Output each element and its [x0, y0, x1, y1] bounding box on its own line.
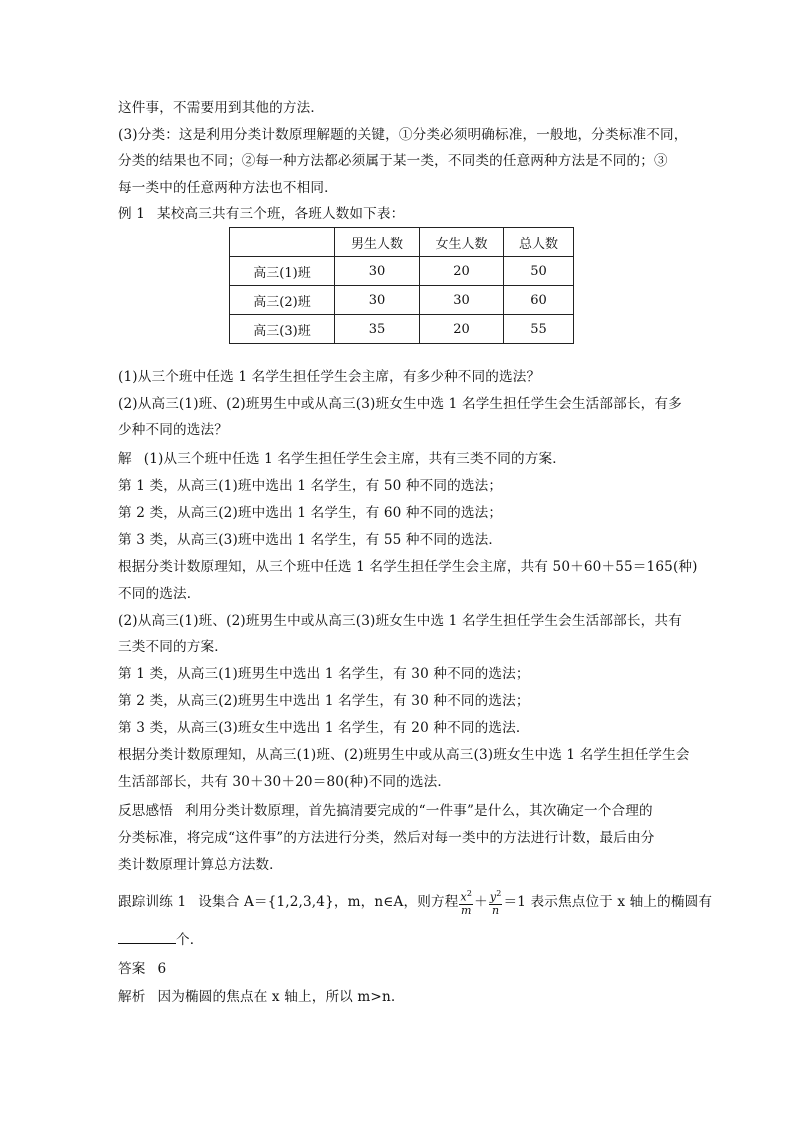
solution-line-6: 不同的选法．: [118, 586, 201, 602]
table-cell: 20: [420, 315, 504, 344]
solution-line-3: 第 2 类，从高三(2)班中选出 1 名学生，有 60 种不同的选法；: [118, 505, 503, 521]
plus-sign: ＋: [474, 893, 488, 910]
frac1-exp: 2: [466, 889, 473, 898]
analysis-text: 因为椭圆的焦点在 x 轴上，所以 m>n.: [157, 989, 396, 1005]
frac1-num: x: [460, 890, 467, 904]
frac1-den: m: [460, 903, 472, 917]
fraction-y-over-n: [489, 888, 503, 917]
table-header-row: [230, 228, 574, 257]
table-row: [230, 257, 574, 286]
practice-line: [118, 888, 712, 917]
answer-line: [118, 960, 166, 978]
table-cell: 高三(3)班: [230, 315, 335, 344]
frac2-exp: 2: [496, 889, 502, 898]
table-cell: 35: [335, 315, 420, 344]
solution-line-7: (2)从高三(1)班、(2)班男生中或从高三(3)班女生中选 1 名学生担任学生会生活部部长，共有: [118, 613, 682, 629]
table-cell: 50: [504, 257, 574, 286]
intro-line-3: 分类的结果也不同；②每一种方法都必须属于某一类，不同类的任意两种方法是不同的；③: [118, 153, 668, 169]
class-table: [229, 227, 574, 344]
reflection-line-1: [118, 802, 653, 820]
solution-line-4: 第 3 类，从高三(3)班中选出 1 名学生，有 55 种不同的选法．: [118, 532, 503, 548]
table-cell: 高三(1)班: [230, 257, 335, 286]
intro-line-2: (3)分类：这是利用分类计数原理解题的关键，①分类必须明确标准，一般地，分类标准不同，: [118, 127, 688, 143]
table-cell: 30: [335, 257, 420, 286]
question-2-line-1: (2)从高三(1)班、(2)班男生中或从高三(3)班女生中选 1 名学生担任学生会生活部部长，有多: [118, 396, 682, 412]
reflection-text: 利用分类计数原理，首先搞清要完成的“一件事”是什么，其次确定一个合理的: [184, 803, 653, 819]
question-1: (1)从三个班中任选 1 名学生担任学生会主席，有多少种不同的选法？: [118, 369, 541, 385]
solution-line-9: 第 1 类，从高三(1)班男生中选出 1 名学生，有 30 种不同的选法；: [118, 666, 530, 682]
analysis-label: 解析: [118, 989, 146, 1005]
answer-value: 6: [157, 961, 167, 977]
table-header-cell: 女生人数: [420, 228, 504, 257]
table-header-cell: 总人数: [504, 228, 574, 257]
solution-line-5: 根据分类计数原理知，从三个班中任选 1 名学生担任学生会主席，共有 50＋60＋55＝165(种): [118, 559, 698, 575]
solution-line-1: [118, 450, 566, 468]
intro-line-1: 这件事，不需要用到其他的方法．: [118, 100, 325, 116]
table-cell: 30: [420, 286, 504, 315]
table-row: [230, 315, 574, 344]
solution-line-11: 第 3 类，从高三(3)班女生中选出 1 名学生，有 20 种不同的选法．: [118, 720, 530, 736]
practice-blank-line: [118, 931, 204, 949]
table-cell: 30: [335, 286, 420, 315]
solution-line-13: 生活部部长，共有 30＋30＋20＝80(种)不同的选法．: [118, 774, 452, 790]
analysis-line: [118, 988, 395, 1006]
table-header-cell: [230, 228, 335, 257]
fraction-x-over-m: [459, 888, 473, 917]
answer-blank: [118, 931, 176, 944]
answer-label: 答案: [118, 961, 146, 977]
solution-line-10: 第 2 类，从高三(2)班男生中选出 1 名学生，有 30 种不同的选法；: [118, 693, 530, 709]
solution-line-8: 三类不同的方案．: [118, 639, 228, 655]
solution-line-2: 第 1 类，从高三(1)班中选出 1 名学生，有 50 种不同的选法；: [118, 478, 503, 494]
solution-text: (1)从三个班中任选 1 名学生担任学生会主席，共有三类不同的方案．: [143, 451, 567, 467]
example-text: 某校高三共有三个班，各班人数如下表：: [157, 206, 405, 222]
frac2-num: y: [489, 890, 497, 904]
reflection-line-2: 分类标准，将完成“这件事”的方法进行分类，然后对每一类中的方法进行计数，最后由分: [118, 830, 655, 846]
table-cell: 60: [504, 286, 574, 315]
solution-line-12: 根据分类计数原理知，从高三(1)班、(2)班男生中或从高三(3)班女生中选 1 名学生担任学生会: [118, 747, 690, 763]
example-heading: [118, 205, 404, 223]
table-cell: 20: [420, 257, 504, 286]
question-2-line-2: 少种不同的选法？: [118, 422, 228, 438]
practice-text-b: ＝1 表示焦点位于 x 轴上的椭圆有: [503, 893, 713, 910]
example-label: 例 1: [118, 206, 146, 222]
solution-label: 解: [118, 451, 132, 467]
practice-text-a: 设集合 A＝{1,2,3,4}，m，n∈A，则方程: [198, 893, 459, 910]
reflection-label: 反思感悟: [118, 803, 173, 819]
practice-label: 跟踪训练 1: [118, 893, 187, 910]
table-header-cell: 男生人数: [335, 228, 420, 257]
intro-line-4: 每一类中的任意两种方法也不相同．: [118, 180, 338, 196]
table-cell: 高三(2)班: [230, 286, 335, 315]
practice-tail: 个．: [176, 932, 204, 948]
frac2-den: n: [492, 903, 500, 917]
reflection-line-3: 类计数原理计算总方法数．: [118, 857, 283, 873]
table-cell: 55: [504, 315, 574, 344]
table-row: [230, 286, 574, 315]
